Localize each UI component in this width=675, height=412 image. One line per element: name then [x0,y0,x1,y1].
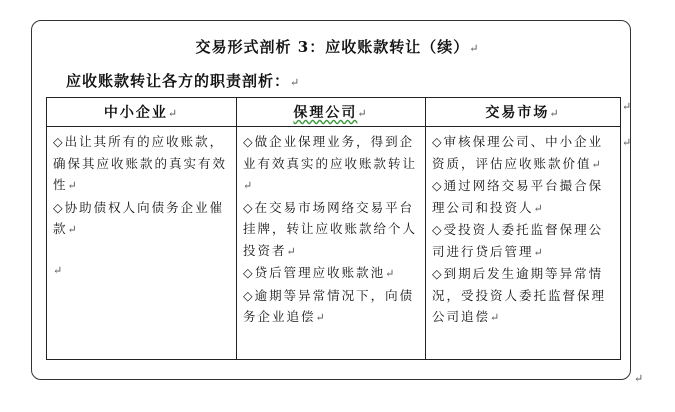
frame-end-mark-icon: ↵ [634,372,644,385]
list-item: ◇通过网络交易平台撮合保理公司和投资人↵ [432,178,604,215]
empty-paragraph [53,241,230,259]
list-item: ◇出让其所有的应收账款，确保其应收账款的真实有效性↵ [53,134,228,192]
list-item: ◇在交易市场网络交易平台挂牌，转让应收账款给个人投资者↵ [243,199,418,258]
cell-market-duties [426,127,621,360]
row-end-mark-icon: ↵ [622,136,632,149]
list-item: ◇逾期等异常情况下，向债务企业追偿↵ [243,287,415,324]
header-factoring-company: 保理公司↵ [237,98,426,127]
cell-sme-duties [47,127,237,360]
list-item: ◇做企业保理业务，得到企业有效真实的应收账款转让↵ [243,134,418,192]
header-exchange-market: 交易市场↵ [426,98,621,127]
title-text: 交易形式剖析 3：应收账款转让（续） [195,38,470,56]
table-header-row [47,98,621,127]
table-row [47,127,621,360]
paragraph-mark-icon: ↵ [469,42,480,55]
subtitle-text: 应收账款转让各方的职责剖析： [66,72,291,90]
responsibility-table [46,97,621,360]
paragraph-mark-icon: ↵ [290,76,301,89]
cell-factoring-duties [237,127,426,360]
list-item: ◇协助债权人向债务企业催款↵ [53,199,225,236]
list-item: ◇审核保理公司、中小企业资质，评估应收账款价值↵ [432,134,604,171]
section-subtitle [66,70,300,91]
paragraph-mark-icon: ↵ [53,263,65,277]
document-title [0,36,675,57]
row-end-mark-icon: ↵ [622,100,632,113]
list-item: ◇到期后发生逾期等异常情况，受投资人委托监督保理公司追偿↵ [432,266,607,324]
list-item: ◇贷后管理应收账款池↵ [243,265,397,280]
header-sme: 中小企业↵ [47,98,237,127]
list-item: ◇受投资人委托监督保理公司进行贷后管理↵ [432,222,604,259]
